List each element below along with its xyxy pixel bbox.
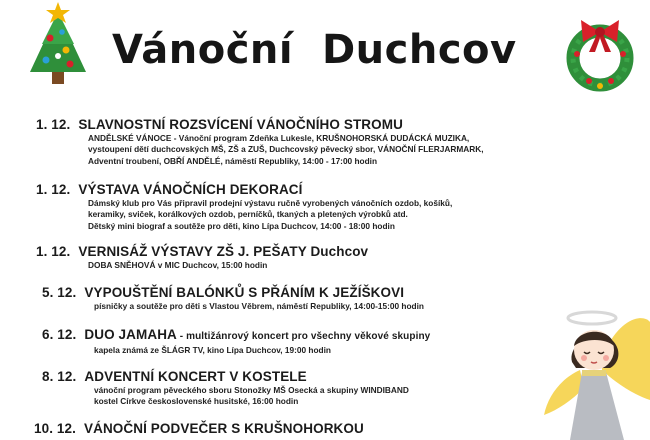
event-line: písničky a soutěže pro děti s Vlastou Věbrem, náměstí Republiky, 14:00-15:00 hodin [94, 301, 424, 311]
event-line: kostel Církve československé husitské, 16:00 hodin [94, 396, 299, 407]
event-date: 1. 12. [36, 117, 71, 132]
event-line: DOBA SNĚHOVÁ v MIC Duchcov, 15:00 hodin [88, 260, 268, 270]
event-item [36, 116, 484, 167]
event-description [88, 260, 368, 271]
event-line: Adventní troubení, OBŘÍ ANDĚLÉ, náměstí Republiky, 14:00 - 17:00 hodin [88, 155, 378, 166]
page-title: Vánoční Duchcov [112, 27, 517, 73]
event-item [34, 420, 364, 437]
event-line: vystoupení dětí duchcovských MŠ, ZŠ a ZUŠ, Duchcovský pěvecký sbor, VÁNOČNÍ FLERJARMARK, [88, 144, 484, 155]
event-description [88, 198, 452, 232]
event-heading [42, 284, 424, 301]
event-title: VÁNOČNÍ PODVEČER S KRUŠNOHORKOU [83, 421, 364, 436]
event-line: Dětský mini biograf a soutěže pro děti, kino Lípa Duchcov, 14:00 - 18:00 hodin [88, 220, 395, 231]
wreath-icon [563, 14, 637, 94]
event-item [42, 368, 409, 408]
event-item [36, 243, 368, 271]
event-title-suffix: - multižánrový koncert pro všechny věkové skupiny [176, 331, 431, 342]
event-heading [34, 420, 364, 437]
event-date: 10. 12. [34, 421, 76, 436]
event-description [88, 133, 484, 167]
event-heading [36, 116, 484, 133]
event-title: SLAVNOSTNÍ ROZSVÍCENÍ VÁNOČNÍHO STROMU [78, 117, 403, 132]
event-heading [36, 243, 368, 260]
event-date: 8. 12. [42, 369, 77, 384]
event-date: 1. 12. [36, 182, 71, 197]
event-heading [36, 181, 452, 198]
event-line: Dámský klub pro Vás připravil prodejní výstavu ručně vyrobených vánočních ozdob, košíků, [88, 198, 453, 208]
event-description [94, 385, 409, 408]
angel-icon [540, 300, 650, 440]
event-title: ADVENTNÍ KONCERT V KOSTELE [84, 369, 307, 384]
event-date: 6. 12. [42, 327, 77, 342]
event-line: kapela známá ze ŠLÁGR TV, kino Lípa Duchcov, 19:00 hodin [94, 345, 331, 355]
event-heading [42, 368, 409, 385]
event-line: vánoční program pěveckého sboru Stonožky MŠ Osecká a skupiny WINDIBAND [94, 385, 409, 395]
event-title: DUO JAMAHA [84, 327, 177, 342]
event-item [42, 284, 424, 312]
event-heading [42, 326, 430, 345]
event-date: 1. 12. [36, 244, 71, 259]
event-item [36, 181, 452, 232]
event-description [94, 301, 424, 312]
event-line: ANDĚLSKÉ VÁNOCE - Vánoční program Zdeňka Lukesle, KRUŠNOHORSKÁ DUDÁCKÁ MUZIKA, [88, 133, 470, 143]
event-line: keramiky, sviček, korálkových ozdob, perníčků, tkaných a pletených výrobků atd. [88, 209, 408, 220]
event-title: VYPOUŠTĚNÍ BALÓNKŮ S PŘÁNÍM K JEŽÍŠKOVI [84, 285, 405, 300]
event-title: VERNISÁŽ VÝSTAVY ZŠ J. PEŠATY Duchcov [78, 244, 369, 259]
event-date: 5. 12. [42, 285, 77, 300]
event-description [94, 345, 430, 356]
event-title: VÝSTAVA VÁNOČNÍCH DEKORACÍ [78, 182, 303, 197]
event-item [42, 326, 430, 356]
christmas-tree-icon [20, 2, 96, 92]
